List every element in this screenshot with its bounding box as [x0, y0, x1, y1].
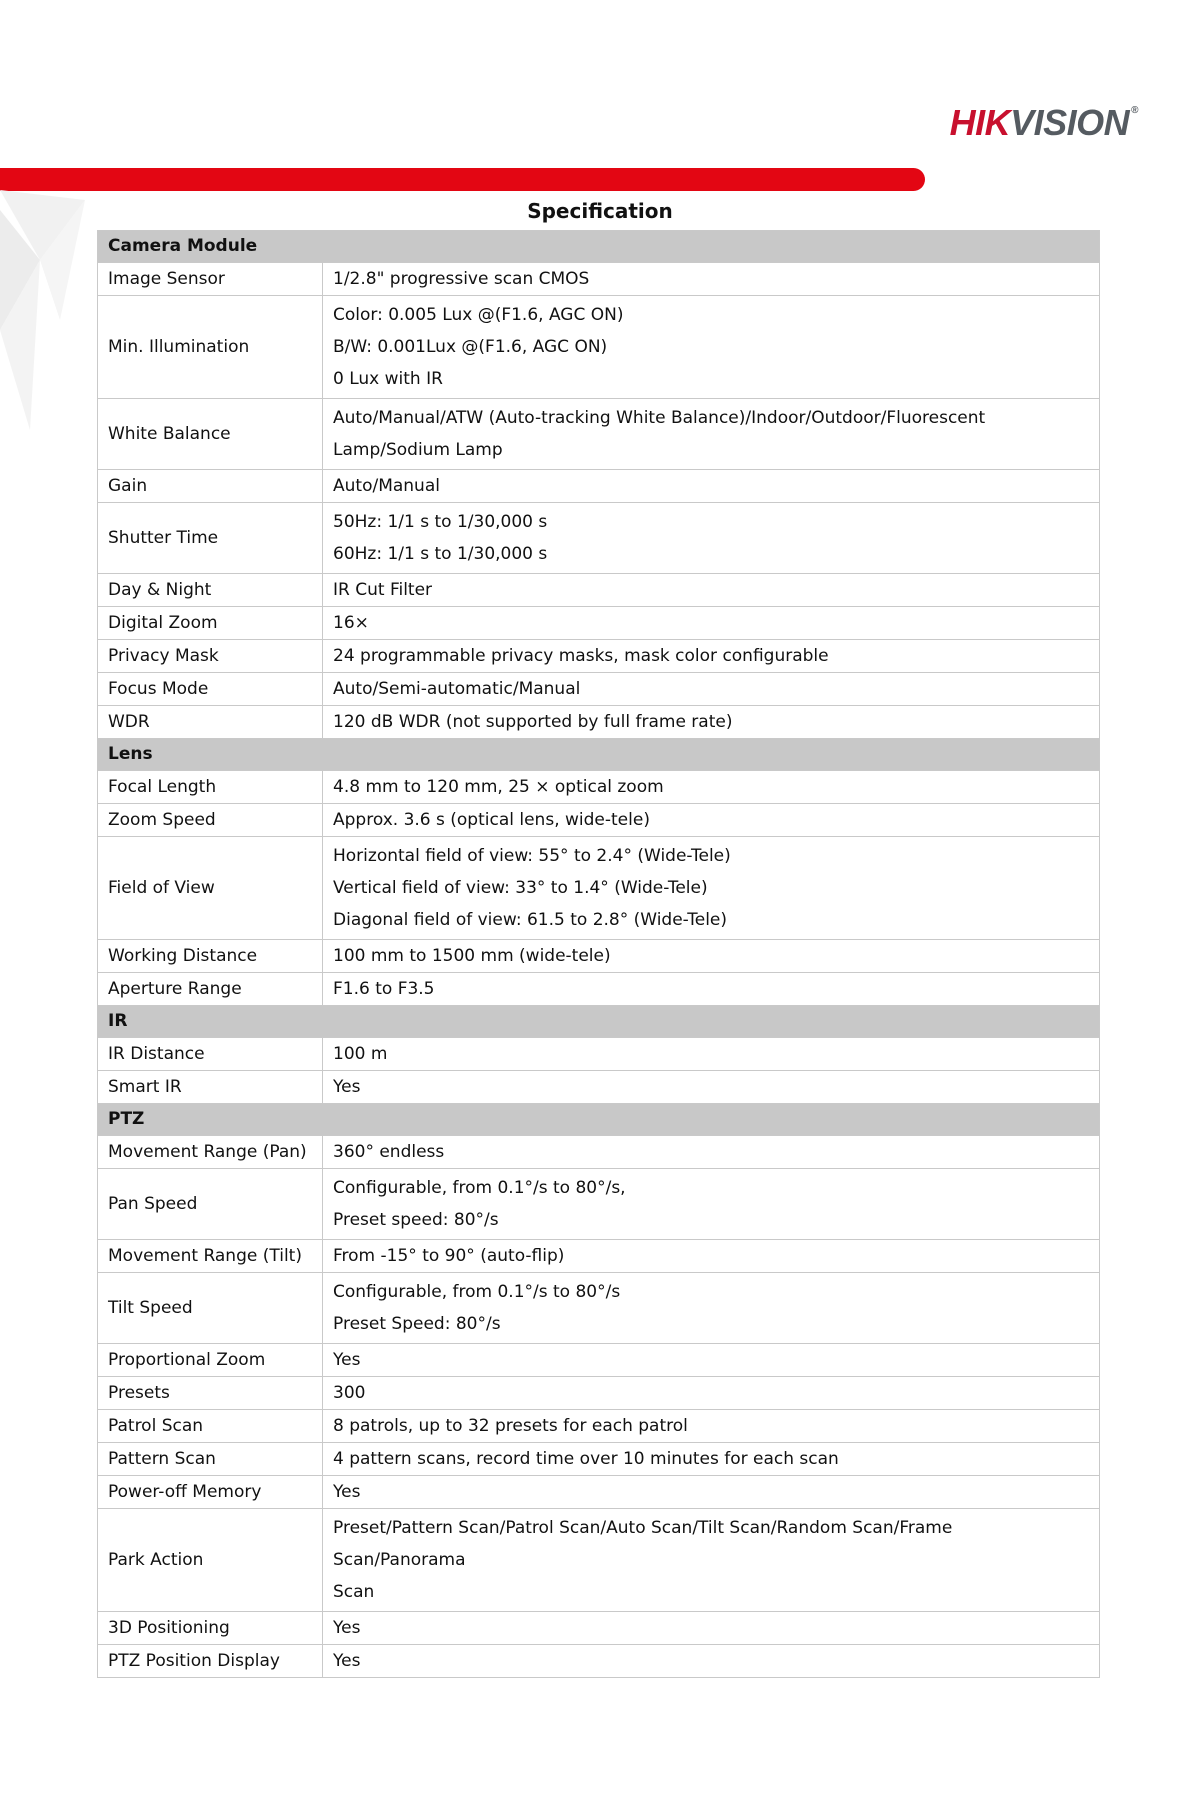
spec-row-pattern-scan [98, 1443, 1100, 1476]
spec-row-min-illumination [98, 296, 1100, 399]
spec-label: Pattern Scan [98, 1443, 323, 1476]
section-ir [98, 1006, 1100, 1038]
spec-label: Tilt Speed [98, 1273, 323, 1344]
spec-value-line: 60Hz: 1/1 s to 1/30,000 s [333, 544, 548, 564]
spec-row-field-of-view [98, 837, 1100, 940]
spec-label: Park Action [98, 1509, 323, 1612]
spec-row-pan-speed [98, 1169, 1100, 1240]
spec-row-zoom-speed [98, 804, 1100, 837]
spec-label: Working Distance [98, 940, 323, 973]
spec-value-line: 50Hz: 1/1 s to 1/30,000 s [333, 512, 548, 532]
spec-table [97, 230, 1100, 1678]
section-lens [98, 739, 1100, 771]
section-ptz [98, 1104, 1100, 1136]
logo-hik: HIK [949, 102, 1011, 143]
spec-value: 100 m [323, 1038, 1100, 1071]
spec-label: Min. Illumination [98, 296, 323, 399]
logo-registered-mark: ® [1131, 105, 1138, 116]
spec-value-line: Color: 0.005 Lux @(F1.6, AGC ON) [333, 305, 624, 325]
spec-value: Approx. 3.6 s (optical lens, wide-tele) [323, 804, 1100, 837]
spec-value-line: Auto/Manual/ATW (Auto-tracking White Balance)/Indoor/Outdoor/Fluorescent [333, 408, 986, 428]
spec-label: Shutter Time [98, 503, 323, 574]
spec-value: 16× [323, 607, 1100, 640]
spec-value [323, 1273, 1100, 1344]
spec-label: Image Sensor [98, 263, 323, 296]
watermark-graphic [0, 190, 90, 430]
section-label: Lens [98, 739, 1100, 771]
spec-row-wdr [98, 706, 1100, 739]
spec-label: Privacy Mask [98, 640, 323, 673]
spec-value [323, 503, 1100, 574]
spec-label: Focal Length [98, 771, 323, 804]
spec-value [323, 1169, 1100, 1240]
spec-label: Aperture Range [98, 973, 323, 1006]
spec-label: Movement Range (Pan) [98, 1136, 323, 1169]
spec-value: Auto/Manual [323, 470, 1100, 503]
spec-value-line: Horizontal field of view: 55° to 2.4° (Wide-Tele) [333, 846, 731, 866]
spec-label: Movement Range (Tilt) [98, 1240, 323, 1273]
spec-value-line: Preset Speed: 80°/s [333, 1314, 501, 1334]
spec-label: WDR [98, 706, 323, 739]
spec-row-smart-ir [98, 1071, 1100, 1104]
spec-value [323, 296, 1100, 399]
spec-value-line: B/W: 0.001Lux @(F1.6, AGC ON) [333, 337, 608, 357]
section-label: PTZ [98, 1104, 1100, 1136]
spec-row-3d-positioning [98, 1612, 1100, 1645]
spec-value [323, 1509, 1100, 1612]
section-label: IR [98, 1006, 1100, 1038]
spec-value: 100 mm to 1500 mm (wide-tele) [323, 940, 1100, 973]
spec-label: Patrol Scan [98, 1410, 323, 1443]
spec-label: Day & Night [98, 574, 323, 607]
hikvision-logo [950, 102, 1138, 144]
spec-value: 24 programmable privacy masks, mask color configurable [323, 640, 1100, 673]
spec-row-gain [98, 470, 1100, 503]
spec-value: Yes [323, 1612, 1100, 1645]
spec-value-line: Lamp/Sodium Lamp [333, 440, 503, 460]
spec-row-focus-mode [98, 673, 1100, 706]
header-red-bar [0, 168, 925, 191]
spec-value: Auto/Semi-automatic/Manual [323, 673, 1100, 706]
logo-vision: VISION [1010, 102, 1130, 143]
spec-row-presets [98, 1377, 1100, 1410]
spec-row-tilt-speed [98, 1273, 1100, 1344]
spec-row-movement-range-tilt [98, 1240, 1100, 1273]
spec-row-movement-range-pan [98, 1136, 1100, 1169]
spec-value: 1/2.8" progressive scan CMOS [323, 263, 1100, 296]
spec-value: Yes [323, 1344, 1100, 1377]
spec-value: 300 [323, 1377, 1100, 1410]
spec-value: 4 pattern scans, record time over 10 minutes for each scan [323, 1443, 1100, 1476]
spec-value-line: Preset/Pattern Scan/Patrol Scan/Auto Scan/Tilt Scan/Random Scan/Frame Scan/Panorama [333, 1518, 953, 1570]
spec-value: 8 patrols, up to 32 presets for each patrol [323, 1410, 1100, 1443]
spec-label: Gain [98, 470, 323, 503]
spec-value-line: Vertical field of view: 33° to 1.4° (Wide-Tele) [333, 878, 708, 898]
spec-value [323, 399, 1100, 470]
spec-row-power-off-memory [98, 1476, 1100, 1509]
spec-label: Pan Speed [98, 1169, 323, 1240]
spec-label: 3D Positioning [98, 1612, 323, 1645]
spec-value-line: Diagonal field of view: 61.5 to 2.8° (Wide-Tele) [333, 910, 728, 930]
spec-row-park-action [98, 1509, 1100, 1612]
spec-row-day-night [98, 574, 1100, 607]
section-label: Camera Module [98, 231, 1100, 263]
spec-value-line: 0 Lux with IR [333, 369, 443, 389]
spec-label: IR Distance [98, 1038, 323, 1071]
section-camera-module [98, 231, 1100, 263]
spec-label: PTZ Position Display [98, 1645, 323, 1678]
spec-value: IR Cut Filter [323, 574, 1100, 607]
spec-row-ptz-position-display [98, 1645, 1100, 1678]
spec-value: Yes [323, 1071, 1100, 1104]
page-title: Specification [527, 199, 673, 223]
spec-value: From -15° to 90° (auto-flip) [323, 1240, 1100, 1273]
spec-row-shutter-time [98, 503, 1100, 574]
spec-label: White Balance [98, 399, 323, 470]
spec-value: F1.6 to F3.5 [323, 973, 1100, 1006]
spec-value: 120 dB WDR (not supported by full frame rate) [323, 706, 1100, 739]
spec-row-privacy-mask [98, 640, 1100, 673]
spec-value: 360° endless [323, 1136, 1100, 1169]
spec-row-focal-length [98, 771, 1100, 804]
spec-label: Digital Zoom [98, 607, 323, 640]
spec-value: 4.8 mm to 120 mm, 25 × optical zoom [323, 771, 1100, 804]
spec-row-patrol-scan [98, 1410, 1100, 1443]
spec-label: Proportional Zoom [98, 1344, 323, 1377]
spec-value: Yes [323, 1645, 1100, 1678]
spec-label: Field of View [98, 837, 323, 940]
spec-row-working-distance [98, 940, 1100, 973]
spec-row-digital-zoom [98, 607, 1100, 640]
spec-label: Zoom Speed [98, 804, 323, 837]
spec-label: Power-off Memory [98, 1476, 323, 1509]
spec-value-line: Configurable, from 0.1°/s to 80°/s, [333, 1178, 626, 1198]
spec-value-line: Preset speed: 80°/s [333, 1210, 499, 1230]
spec-value [323, 837, 1100, 940]
spec-value-line: Scan [333, 1582, 375, 1602]
spec-label: Focus Mode [98, 673, 323, 706]
spec-row-proportional-zoom [98, 1344, 1100, 1377]
spec-value-line: Configurable, from 0.1°/s to 80°/s [333, 1282, 621, 1302]
spec-row-white-balance [98, 399, 1100, 470]
spec-value: Yes [323, 1476, 1100, 1509]
spec-row-ir-distance [98, 1038, 1100, 1071]
spec-label: Smart IR [98, 1071, 323, 1104]
spec-row-image-sensor [98, 263, 1100, 296]
spec-row-aperture-range [98, 973, 1100, 1006]
spec-label: Presets [98, 1377, 323, 1410]
